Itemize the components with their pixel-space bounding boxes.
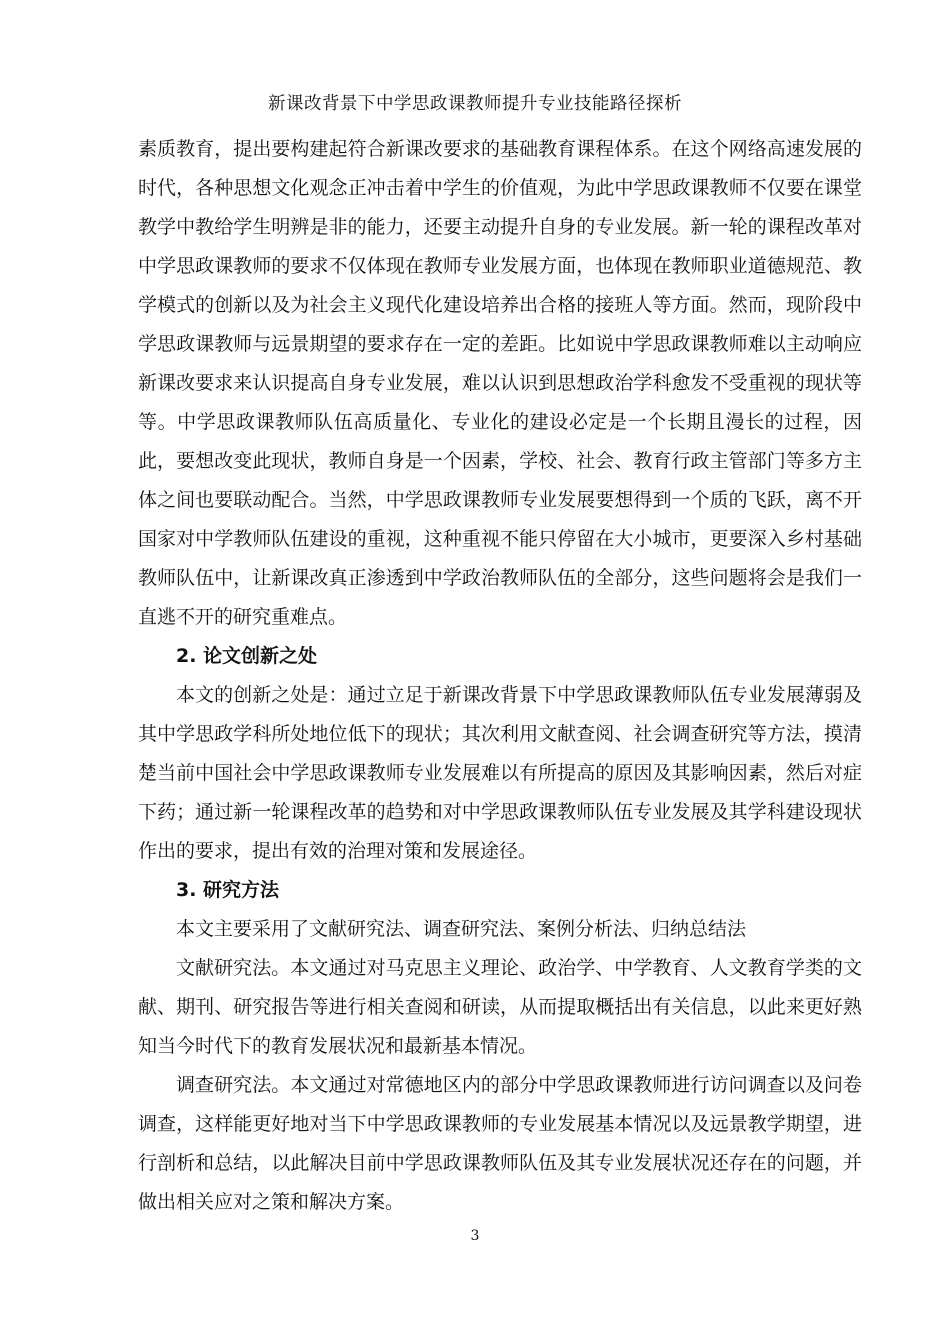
running-head: 新课改背景下中学思政课教师提升专业技能路径探析 bbox=[268, 94, 682, 114]
section-heading-innovation: 2. 论文创新之处 bbox=[176, 645, 318, 667]
section-heading-methods: 3. 研究方法 bbox=[176, 879, 280, 901]
body-text bbox=[138, 130, 862, 1222]
innovation-paragraph: 本文的创新之处是：通过立足于新课改背景下中学思政课教师队伍专业发展薄弱及其中学思政学科所处地位低下的现状；其次利用文献查阅、社会调查研究等方法，摸清楚当前中国社会中学思政课教师专业发展难以有所提高的原因及其影响因素，然后对症下药；通过新一轮课程改革的趋势和对中学思政课教师队伍专业发展及其学科建设现状作出的要求，提出有效的治理对策和发展途径。 bbox=[138, 684, 862, 862]
continuation-paragraph: 素质教育，提出要构建起符合新课改要求的基础教育课程体系。在这个网络高速发展的时代，各种思想文化观念正冲击着中学生的价值观，为此中学思政课教师不仅要在课堂教学中教给学生明辨是非的能力，还要主动提升自身的专业发展。新一轮的课程改革对中学思政课教师的要求不仅体现在教师专业发展方面，也体现在教师职业道德规范、教学模式的创新以及为社会主义现代化建设培养出合格的接班人等方面。然而，现阶段中学思政课教师与远景期望的要求存在一定的差距。比如说中学思政课教师难以主动响应新课改要求来认识提高自身专业发展，难以认识到思想政治学科愈发不受重视的现状等等。中学思政课教师队伍高质量化、专业化的建设必定是一个长期且漫长的过程，因此，要想改变此现状，教师自身是一个因素，学校、社会、教育行政主管部门等多方主体之间也要联动配合。当然，中学思政课教师专业发展要想得到一个质的飞跃，离不开国家对中学教师队伍建设的重视，这种重视不能只停留在大小城市，更要深入乡村基础教师队伍中，让新课改真正渗透到中学政治教师队伍的全部分，这些问题将会是我们一直逃不开的研究重难点。 bbox=[138, 138, 862, 628]
methods-intro-paragraph: 本文主要采用了文献研究法、调查研究法、案例分析法、归纳总结法 bbox=[176, 918, 747, 940]
page-number: 3 bbox=[470, 1228, 480, 1244]
literature-method-paragraph: 文献研究法。本文通过对马克思主义理论、政治学、中学教育、人文教育学类的文献、期刊、研究报告等进行相关查阅和研读，从而提取概括出有关信息，以此来更好熟知当今时代下的教育发展状况和最新基本情况。 bbox=[138, 957, 862, 1057]
survey-method-paragraph: 调查研究法。本文通过对常德地区内的部分中学思政课教师进行访问调查以及问卷调查，这样能更好地对当下中学思政课教师的专业发展基本情况以及远景教学期望，进行剖析和总结，以此解决目前中学思政课教师队伍及其专业发展状况还存在的问题，并做出相关应对之策和解决方案。 bbox=[138, 1074, 862, 1213]
